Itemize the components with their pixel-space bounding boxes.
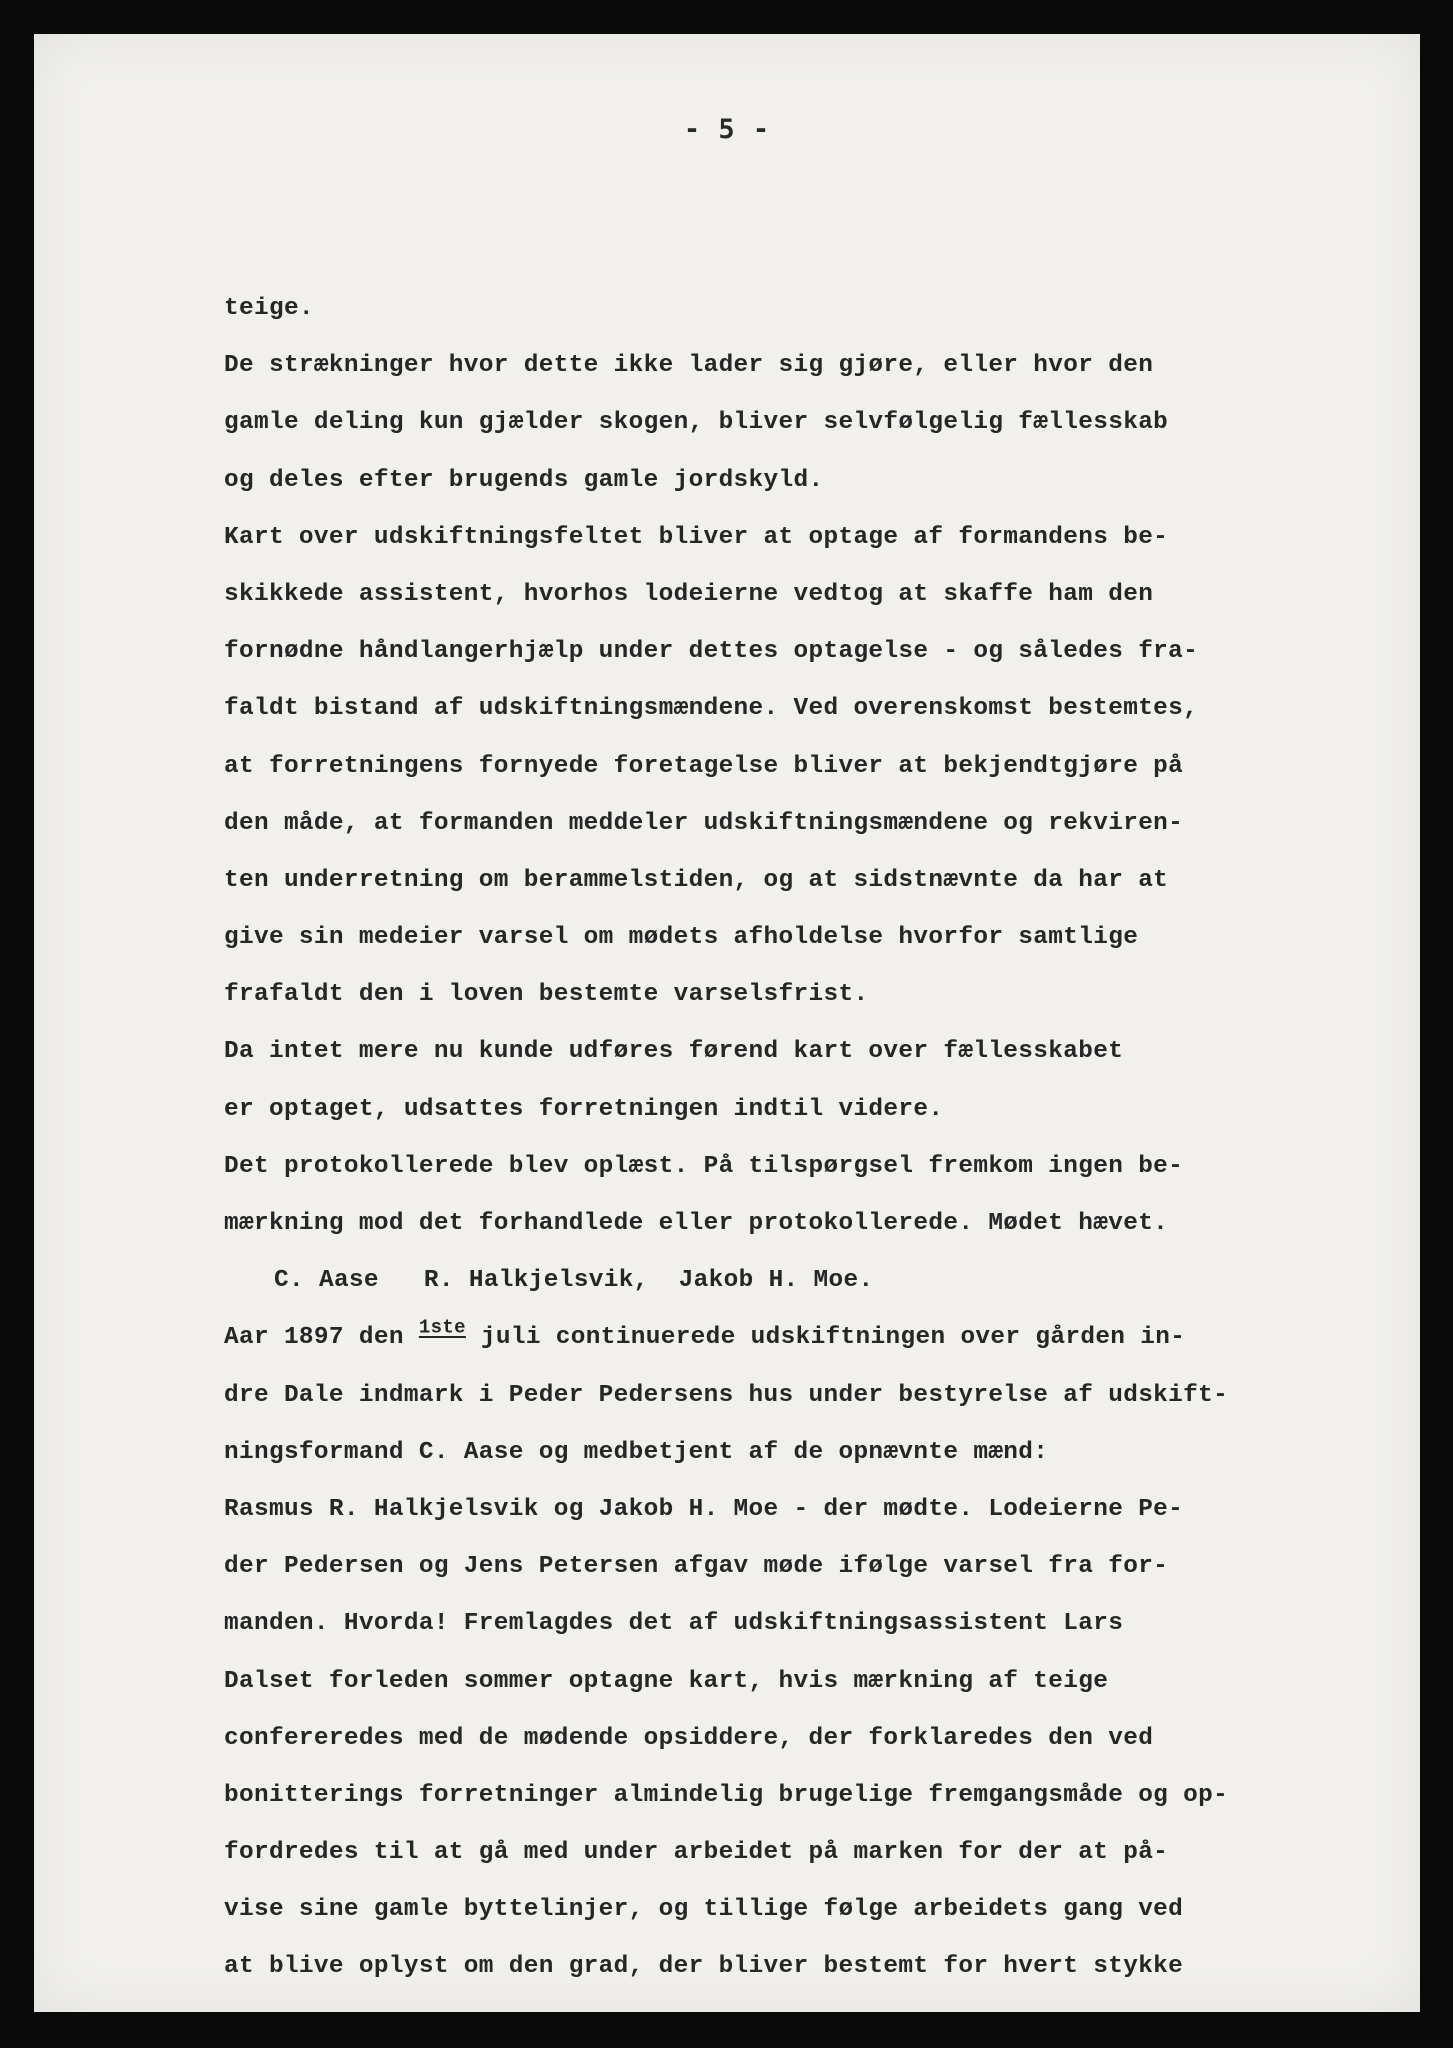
document-page xyxy=(34,34,1420,2012)
text-line: Da intet mere nu kunde udføres førend kart over fællesskabet xyxy=(224,1038,1124,1066)
text-line: teige. xyxy=(224,295,314,322)
ordinal-superscript: 1ste xyxy=(418,1316,466,1339)
text-line: ten underretning om berammelstiden, og at sidstnævnte da har at xyxy=(224,866,1169,894)
text-line: skikkede assistent, hvorhos lodeierne vedtog at skaffe ham den xyxy=(224,580,1154,608)
text-line: den måde, at formanden meddeler udskiftningsmændene og rekviren- xyxy=(224,809,1184,837)
text-line: fornødne håndlangerhjælp under dettes optagelse - og således fra- xyxy=(224,638,1199,666)
text-line: Kart over udskiftningsfeltet bliver at optage af formandens be- xyxy=(224,523,1169,551)
text-line: Dalset forleden sommer optagne kart, hvis mærkning af teige xyxy=(224,1667,1109,1695)
date-line-end: juli continuerede udskiftningen over gården in- xyxy=(465,1324,1186,1352)
text-line: er optaget, udsattes forretningen indtil videre. xyxy=(224,1095,944,1123)
signature-line: C. Aase R. Halkjelsvik, Jakob H. Moe. xyxy=(274,1267,874,1295)
text-line: manden. Hvorda! Fremlagdes det af udskiftningsassistent Lars xyxy=(224,1610,1124,1638)
text-line: confereredes med de mødende opsiddere, der forklaredes den ved xyxy=(224,1724,1154,1752)
text-line: der Pedersen og Jens Petersen afgav møde ifølge varsel fra for- xyxy=(224,1553,1169,1581)
text-line: frafaldt den i loven bestemte varselsfrist. xyxy=(224,981,869,1009)
text-line: mærkning mod det forhandlede eller protokollerede. Mødet hævet. xyxy=(224,1210,1169,1237)
document-body xyxy=(224,280,1384,1996)
text-line: at blive oplyst om den grad, der bliver bestemt for hvert stykke xyxy=(224,1953,1184,1981)
text-line: at forretningens fornyede foretagelse bliver at bekjendtgjøre på xyxy=(224,752,1184,780)
text-line: give sin medeier varsel om mødets afholdelse hvorfor samtlige xyxy=(224,924,1139,952)
text-line: Rasmus R. Halkjelsvik og Jakob H. Moe - der mødte. Lodeierne Pe- xyxy=(224,1495,1184,1523)
date-line-start: Aar 1897 den xyxy=(224,1324,419,1352)
text-line: Det protokollerede blev oplæst. På tilspørgsel fremkom ingen be- xyxy=(224,1152,1184,1180)
text-line-date xyxy=(224,1309,1384,1366)
page-number: - 5 - xyxy=(683,114,771,145)
text-line: vise sine gamle byttelinjer, og tillige følge arbeidets gang ved xyxy=(224,1896,1184,1924)
text-line: og deles efter brugends gamle jordskyld. xyxy=(224,466,824,494)
text-line: De strækninger hvor dette ikke lader sig gjøre, eller hvor den xyxy=(224,352,1154,380)
text-line: dre Dale indmark i Peder Pedersens hus under bestyrelse af udskift- xyxy=(224,1381,1229,1409)
text-line: gamle deling kun gjælder skogen, bliver selvfølgelig fællesskab xyxy=(224,409,1169,437)
text-line: ningsformand C. Aase og medbetjent af de opnævnte mænd: xyxy=(224,1438,1049,1466)
text-line: faldt bistand af udskiftningsmændene. Ved overenskomst bestemtes, xyxy=(224,695,1199,723)
text-line: fordredes til at gå med under arbeidet på marken for der at på- xyxy=(224,1839,1169,1867)
text-line: bonitterings forretninger almindelig brugelige fremgangsmåde og op- xyxy=(224,1781,1229,1809)
